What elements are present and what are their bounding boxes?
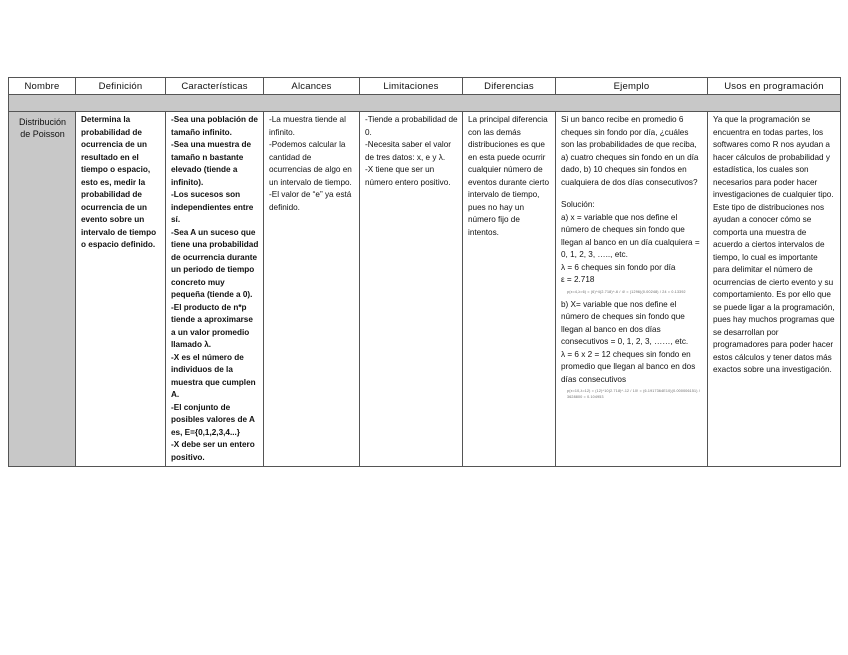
spacer bbox=[561, 189, 703, 199]
cell-limitaciones bbox=[360, 112, 463, 467]
limitacion-item: -Tiende a probabilidad de 0. bbox=[365, 115, 458, 137]
header-ejemplo: Ejemplo bbox=[556, 78, 708, 95]
header-nombre: Nombre bbox=[9, 78, 76, 95]
formula-a: p(x=4,λ=6) = (6)^4(2.718)^-6 / 4! = (1296)(0.00248) / 24 = 0.13392 bbox=[567, 289, 686, 294]
limitacion-item: -X tiene que ser un número entero positivo. bbox=[365, 165, 451, 187]
poisson-table bbox=[8, 77, 841, 467]
header-caracteristicas: Características bbox=[166, 78, 264, 95]
alcance-item: -La muestra tiende al infinito. bbox=[269, 115, 346, 137]
header-usos: Usos en programación bbox=[708, 78, 841, 95]
caracteristica-item: -X debe ser un entero positivo. bbox=[171, 440, 255, 462]
header-definicion: Definición bbox=[76, 78, 166, 95]
cell-caracteristicas bbox=[166, 112, 264, 467]
cell-nombre: Distribución de Poisson bbox=[9, 112, 76, 467]
alcance-item: -El valor de “e” ya está definido. bbox=[269, 190, 352, 212]
caracteristica-item: -Sea una muestra de tamaño n bastante elevado (tiende a infinito). bbox=[171, 140, 252, 187]
formula-b: p(x=10,λ=12) = (12)^10(2.718)^-12 / 10! = (6.1917364E10)(0.000006151) / 3628800 = 0.104953 bbox=[567, 389, 701, 399]
cell-usos: Ya que la programación se encuentra en todas partes, los softwares como R nos ayudan a hacer cálculos de probabilidad y estadística, los cuales son necesarios para poder hacer investigaciones de cualquier tipo. Este tipo de distribuciones nos ayudan a conocer cómo se comporta una muestra de acuerdo a ciertos intervalos de tiempo, lo cual es importante para delimitar el número de ocurrencias de cierto evento y su comportamiento. Es por ello que se puede ligar a la programación, pues hay muchos programas que se desarrollan por programadores para poder hacer estos cálculos y tener datos más exactos sobre una investigación. bbox=[708, 112, 841, 467]
limitacion-item: -Necesita saber el valor de tres datos: x, e y λ. bbox=[365, 140, 452, 162]
caracteristica-item: -X es el número de individuos de la muestra que cumplen A. bbox=[171, 352, 256, 399]
header-limitaciones: Limitaciones bbox=[360, 78, 463, 95]
table-row bbox=[9, 112, 841, 467]
solucion-line: b) X= variable que nos define el número de cheques sin fondo que llegan al banco en dos días consecutivos = 0, 1, 2, 3, ……, etc. bbox=[561, 299, 689, 346]
solucion-line: λ = 6 x 2 = 12 cheques sin fondo en promedio que llegan al banco en dos días consecutivos bbox=[561, 349, 696, 384]
header-alcances: Alcances bbox=[264, 78, 360, 95]
caracteristica-item: -El producto de n*p tiende a aproximarse a un valor promedio llamado λ. bbox=[171, 302, 253, 349]
solucion-line: a) x = variable que nos define el número de cheques sin fondo que llegan al banco en un día cualquiera = 0, 1, 2, 3, ….., etc. bbox=[561, 212, 700, 259]
cell-alcances bbox=[264, 112, 360, 467]
ejemplo-enunciado: Si un banco recibe en promedio 6 cheques sin fondo por día, ¿cuáles son las probabilidades de que reciba, a) cuatro cheques sin fondo en un día dado, b) 10 cheques sin fondos en cualquiera de dos días consecutivos? bbox=[561, 115, 699, 187]
shaded-band bbox=[9, 95, 841, 112]
solucion-line: λ = 6 cheques sin fondo por día bbox=[561, 262, 676, 272]
cell-ejemplo bbox=[556, 112, 708, 467]
caracteristica-item: -Sea A un suceso que tiene una probabilidad de ocurrencia durante un periodo de tiempo concreto muy pequeña (tiende a 0). bbox=[171, 227, 259, 299]
solucion-title: Solución: bbox=[561, 200, 595, 209]
caracteristica-item: -Sea una población de tamaño infinito. bbox=[171, 115, 258, 137]
shaded-separator-row bbox=[9, 95, 841, 112]
solucion-line: ε = 2.718 bbox=[561, 275, 595, 284]
alcance-item: -Podemos calcular la cantidad de ocurrencias de algo en un intervalo de tiempo. bbox=[269, 140, 352, 187]
header-diferencias: Diferencias bbox=[463, 78, 556, 95]
caracteristica-item: -Los sucesos son independientes entre sí. bbox=[171, 190, 254, 224]
header-row bbox=[9, 78, 841, 95]
cell-diferencias: La principal diferencia con las demás distribuciones es que en esta puede ocurrir cualquier número de eventos durante cierto intervalo de tiempo, pues no hay un número fijo de intentos. bbox=[463, 112, 556, 467]
cell-definicion: Determina la probabilidad de ocurrencia de un resultado en el tiempo o espacio, esto es, medir la probabilidad de ocurrencia de un evento sobre un intervalo de tiempo o espacio definido. bbox=[76, 112, 166, 467]
caracteristica-item: -El conjunto de posibles valores de A es, E={0,1,2,3,4...} bbox=[171, 402, 255, 437]
